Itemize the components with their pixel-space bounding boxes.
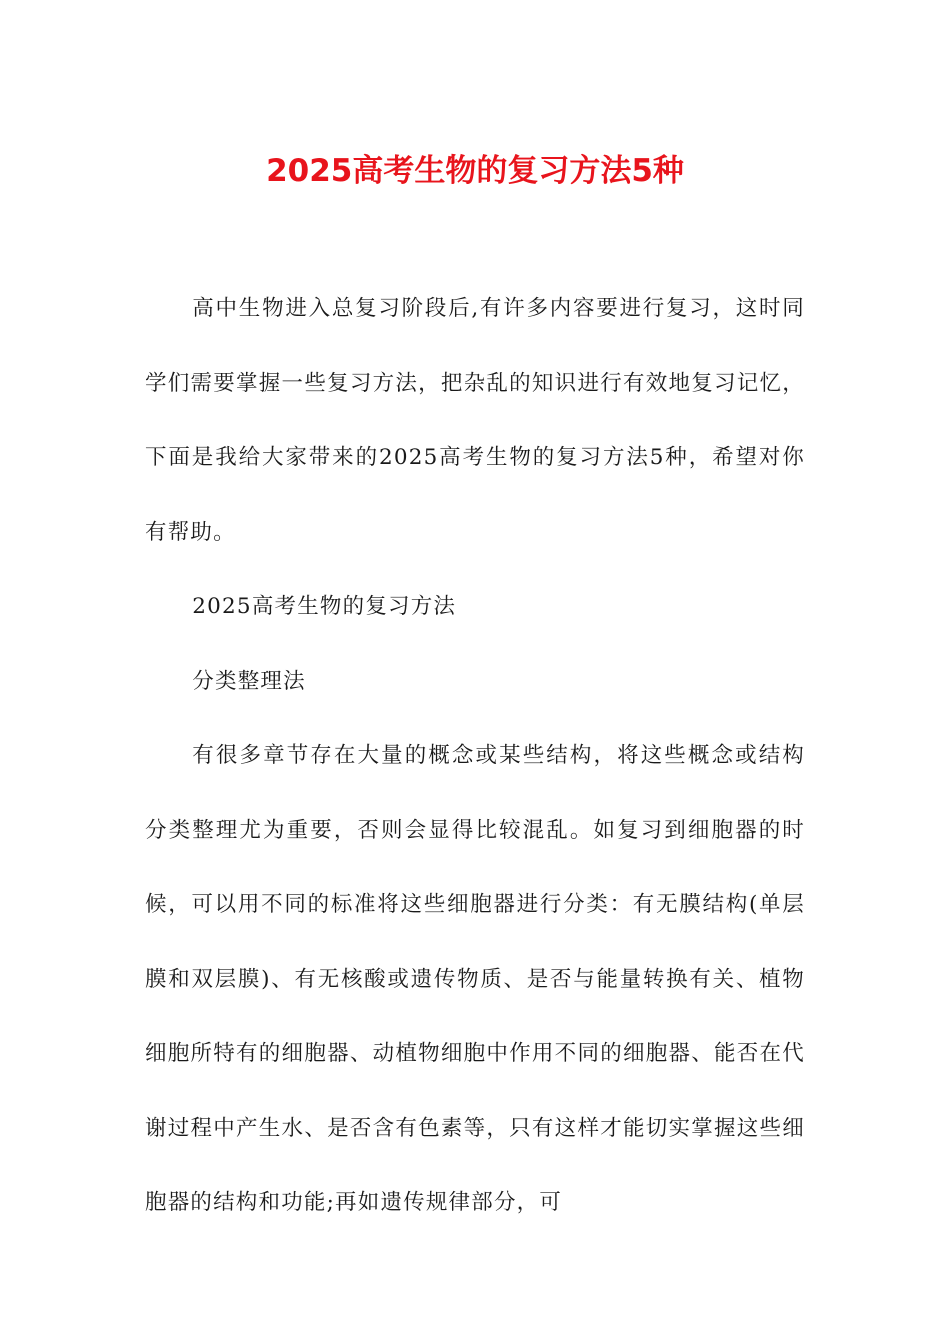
section-heading: 2025高考生物的复习方法 xyxy=(192,594,457,619)
method-paragraph: 有很多章节存在大量的概念或某些结构，将这些概念或结构分类整理尤为重要，否则会显得比较混乱。如复习到细胞器的时候，可以用不同的标准将这些细胞器进行分类：有无膜结构(单层膜和双层膜)、有无核酸或遗传物质、是否与能量转换有关、植物细胞所特有的细胞器、动植物细胞中作用不同的细胞器、能否在代谢过程中产生水、是否含有色素等，只有这样才能切实掌握这些细胞器的结构和功能;再如遗传规律部分，可 xyxy=(145,743,805,1215)
method-heading: 分类整理法 xyxy=(192,668,306,694)
intro-paragraph: 高中生物进入总复习阶段后,有许多内容要进行复习，这时同学们需要掌握一些复习方法，把杂乱的知识进行有效地复习记忆，下面是我给大家带来的2025高考生物的复习方法5种，希望对你有帮助。 xyxy=(145,296,805,545)
document-body xyxy=(145,272,805,1241)
document-title: 2025高考生物的复习方法5种 xyxy=(266,153,684,189)
